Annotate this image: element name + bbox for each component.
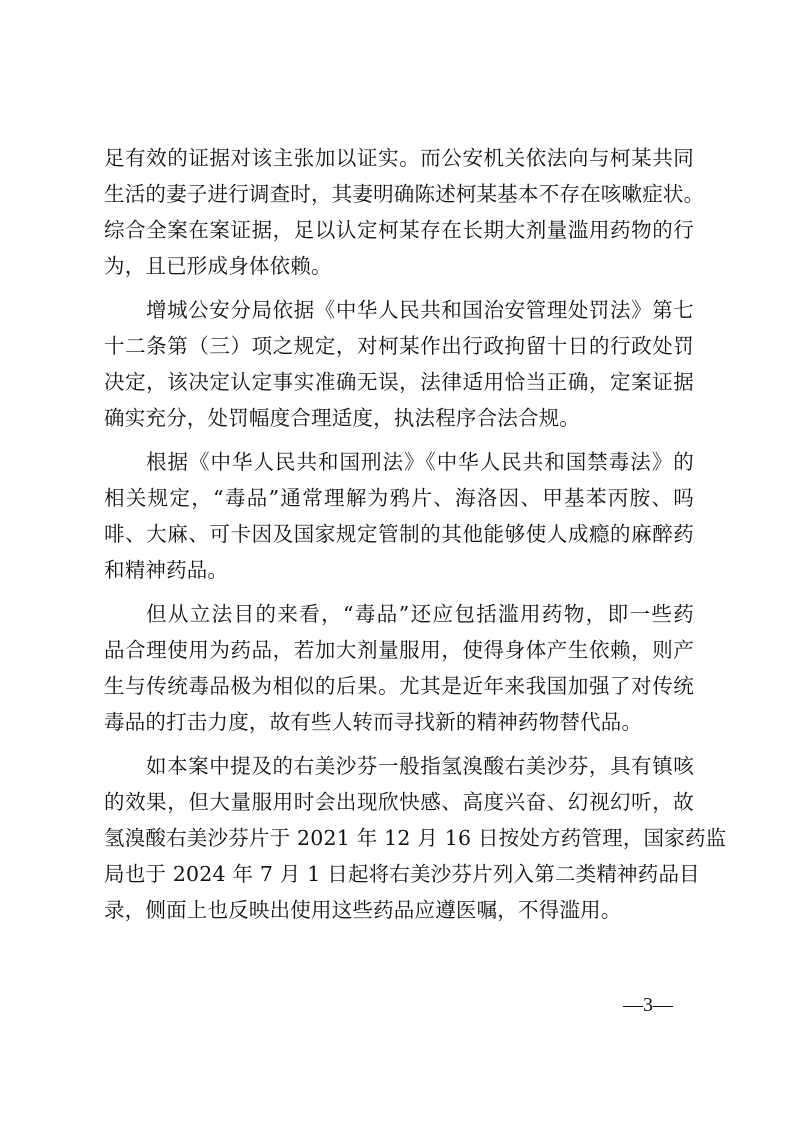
- text-line: 品合理使用为药品，若加大剂量服用，使得身体产生依赖，则产: [104, 638, 694, 662]
- paragraph: [104, 444, 694, 588]
- text-line: 生与传统毒品极为相似的后果。尤其是近年来我国加强了对传统: [104, 674, 694, 698]
- text-line: 根据《中华人民共和国刑法》《中华人民共和国禁毒法》的: [146, 450, 694, 474]
- text-line: 如本案中提及的右美沙芬一般指氢溴酸右美沙芬，具有镇咳: [146, 754, 694, 778]
- text-line: 为，且已形成身体依赖。: [104, 254, 332, 278]
- text-line: 足有效的证据对该主张加以证实。而公安机关依法向与柯某共同: [104, 146, 694, 170]
- text-line: 决定，该决定认定事实准确无误，法律适用恰当正确，定案证据: [104, 370, 694, 394]
- text-line: 相关规定，“毒品”通常理解为鸦片、海洛因、甲基苯丙胺、吗: [104, 486, 694, 510]
- page-number: —3—: [623, 994, 673, 1016]
- text-line: 生活的妻子进行调查时，其妻明确陈述柯某基本不存在咳嗽症状。: [104, 182, 705, 206]
- text-line: 局也于 2024 年 7 月 1 日起将右美沙芬片列入第二类精神药品目: [104, 862, 700, 886]
- text-line: 增城公安分局依据《中华人民共和国治安管理处罚法》第七: [146, 298, 694, 322]
- paragraph: [104, 292, 694, 436]
- body-text: [104, 140, 727, 928]
- paragraph: [104, 596, 694, 740]
- text-line: 但从立法目的来看，“毒品”还应包括滥用药物，即一些药: [146, 602, 694, 626]
- paragraph: [104, 748, 727, 928]
- paragraph: [104, 140, 705, 284]
- text-line: 综合全案在案证据，足以认定柯某存在长期大剂量滥用药物的行: [104, 218, 694, 242]
- text-line: 啡、大麻、可卡因及国家规定管制的其他能够使人成瘾的麻醉药: [104, 522, 694, 546]
- text-line: 录，侧面上也反映出使用这些药品应遵医嘱，不得滥用。: [104, 898, 622, 922]
- text-line: 的效果，但大量服用时会出现欣快感、高度兴奋、幻视幻听，故: [104, 790, 694, 814]
- text-line: 和精神药品。: [104, 558, 229, 582]
- text-line: 十二条第（三）项之规定，对柯某作出行政拘留十日的行政处罚: [104, 334, 694, 358]
- text-line: 毒品的打击力度，故有些人转而寻找新的精神药物替代品。: [104, 710, 643, 734]
- text-line: 确实充分，处罚幅度合理适度，执法程序合法合规。: [104, 406, 581, 430]
- text-line: 氢溴酸右美沙芬片于 2021 年 12 月 16 日按处方药管理，国家药监: [104, 826, 727, 850]
